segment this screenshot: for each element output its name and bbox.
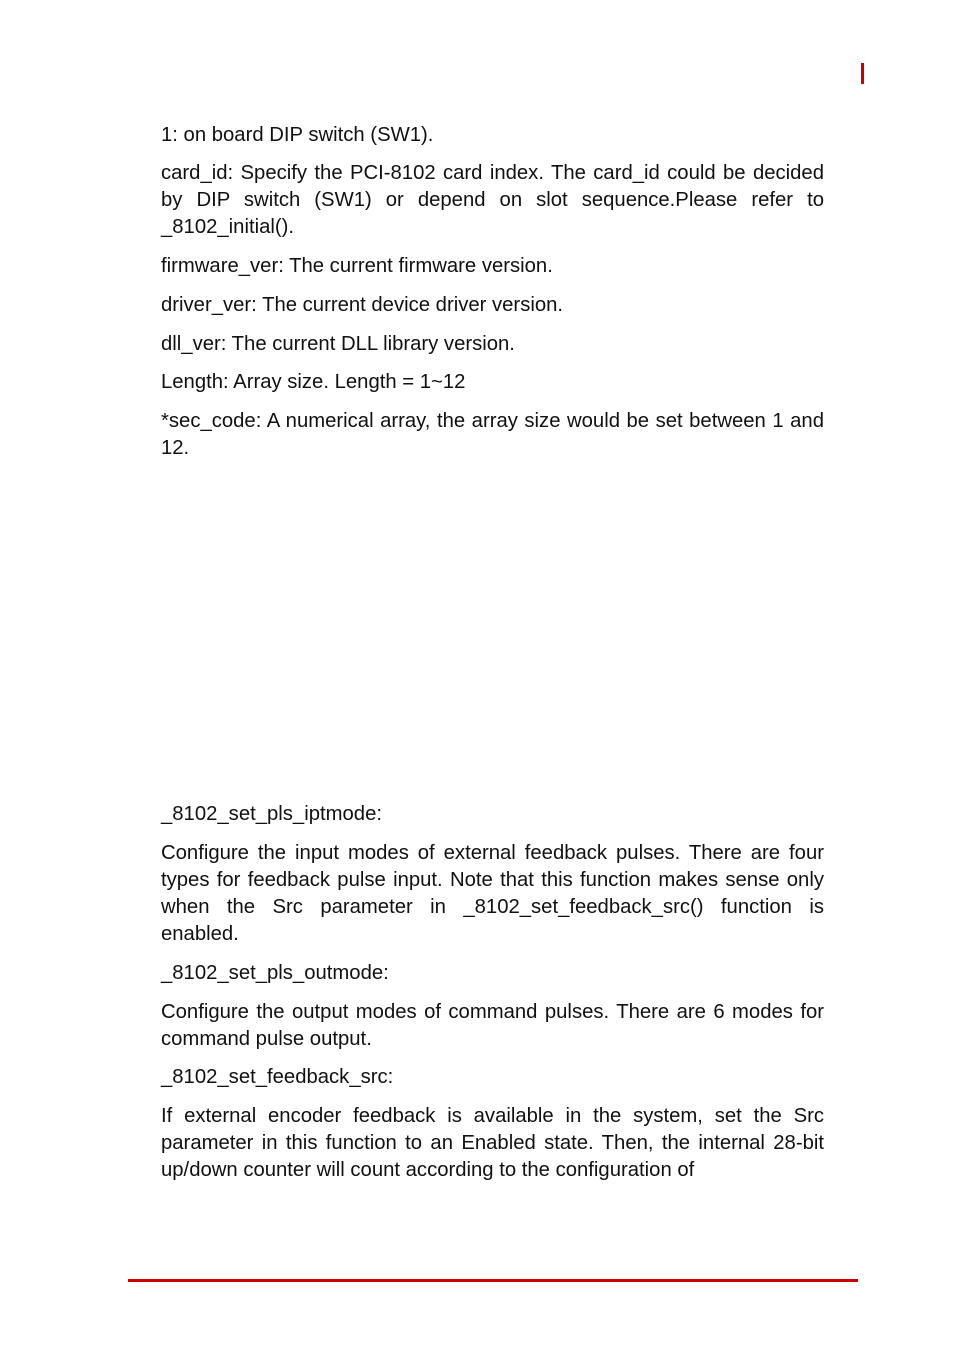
func-outmode-title: _8102_set_pls_outmode:: [161, 962, 389, 984]
func-feedback-src-desc: If external encoder feedback is available in the system, set the Src parameter in this function to an Enabled state. Then, the internal 28-bit up/down counter will count according to the configuration of: [161, 1105, 824, 1181]
param-sec-code: *sec_code: A numerical array, the array size would be set between 1 and 12.: [161, 410, 824, 459]
func-outmode-desc: Configure the output modes of command pulses. There are 6 modes for command pulse output.: [161, 1001, 824, 1050]
param-firmware-ver: firmware_ver: The current firmware version.: [161, 255, 553, 277]
param-sw1: 1: on board DIP switch (SW1).: [161, 124, 434, 146]
param-card-id: card_id: Specify the PCI-8102 card index. The card_id could be decided by DIP switch (SW1) or depend on slot sequence.Please refer to _8102_initial().: [161, 162, 824, 238]
param-driver-ver: driver_ver: The current device driver version.: [161, 294, 564, 316]
func-feedback-src-title: _8102_set_feedback_src:: [161, 1066, 394, 1088]
param-dll-ver: dll_ver: The current DLL library version.: [161, 333, 515, 355]
func-iptmode-title: _8102_set_pls_iptmode:: [161, 803, 383, 825]
footer-rule: [128, 1279, 858, 1282]
param-length: Length: Array size. Length = 1~12: [161, 371, 466, 393]
header-marker: [861, 63, 864, 84]
func-iptmode-desc: Configure the input modes of external feedback pulses. There are four types for feedback pulse input. Note that this function makes sense only when the Src parameter in _8102_set_feedback_src() function is enabled.: [161, 842, 824, 945]
